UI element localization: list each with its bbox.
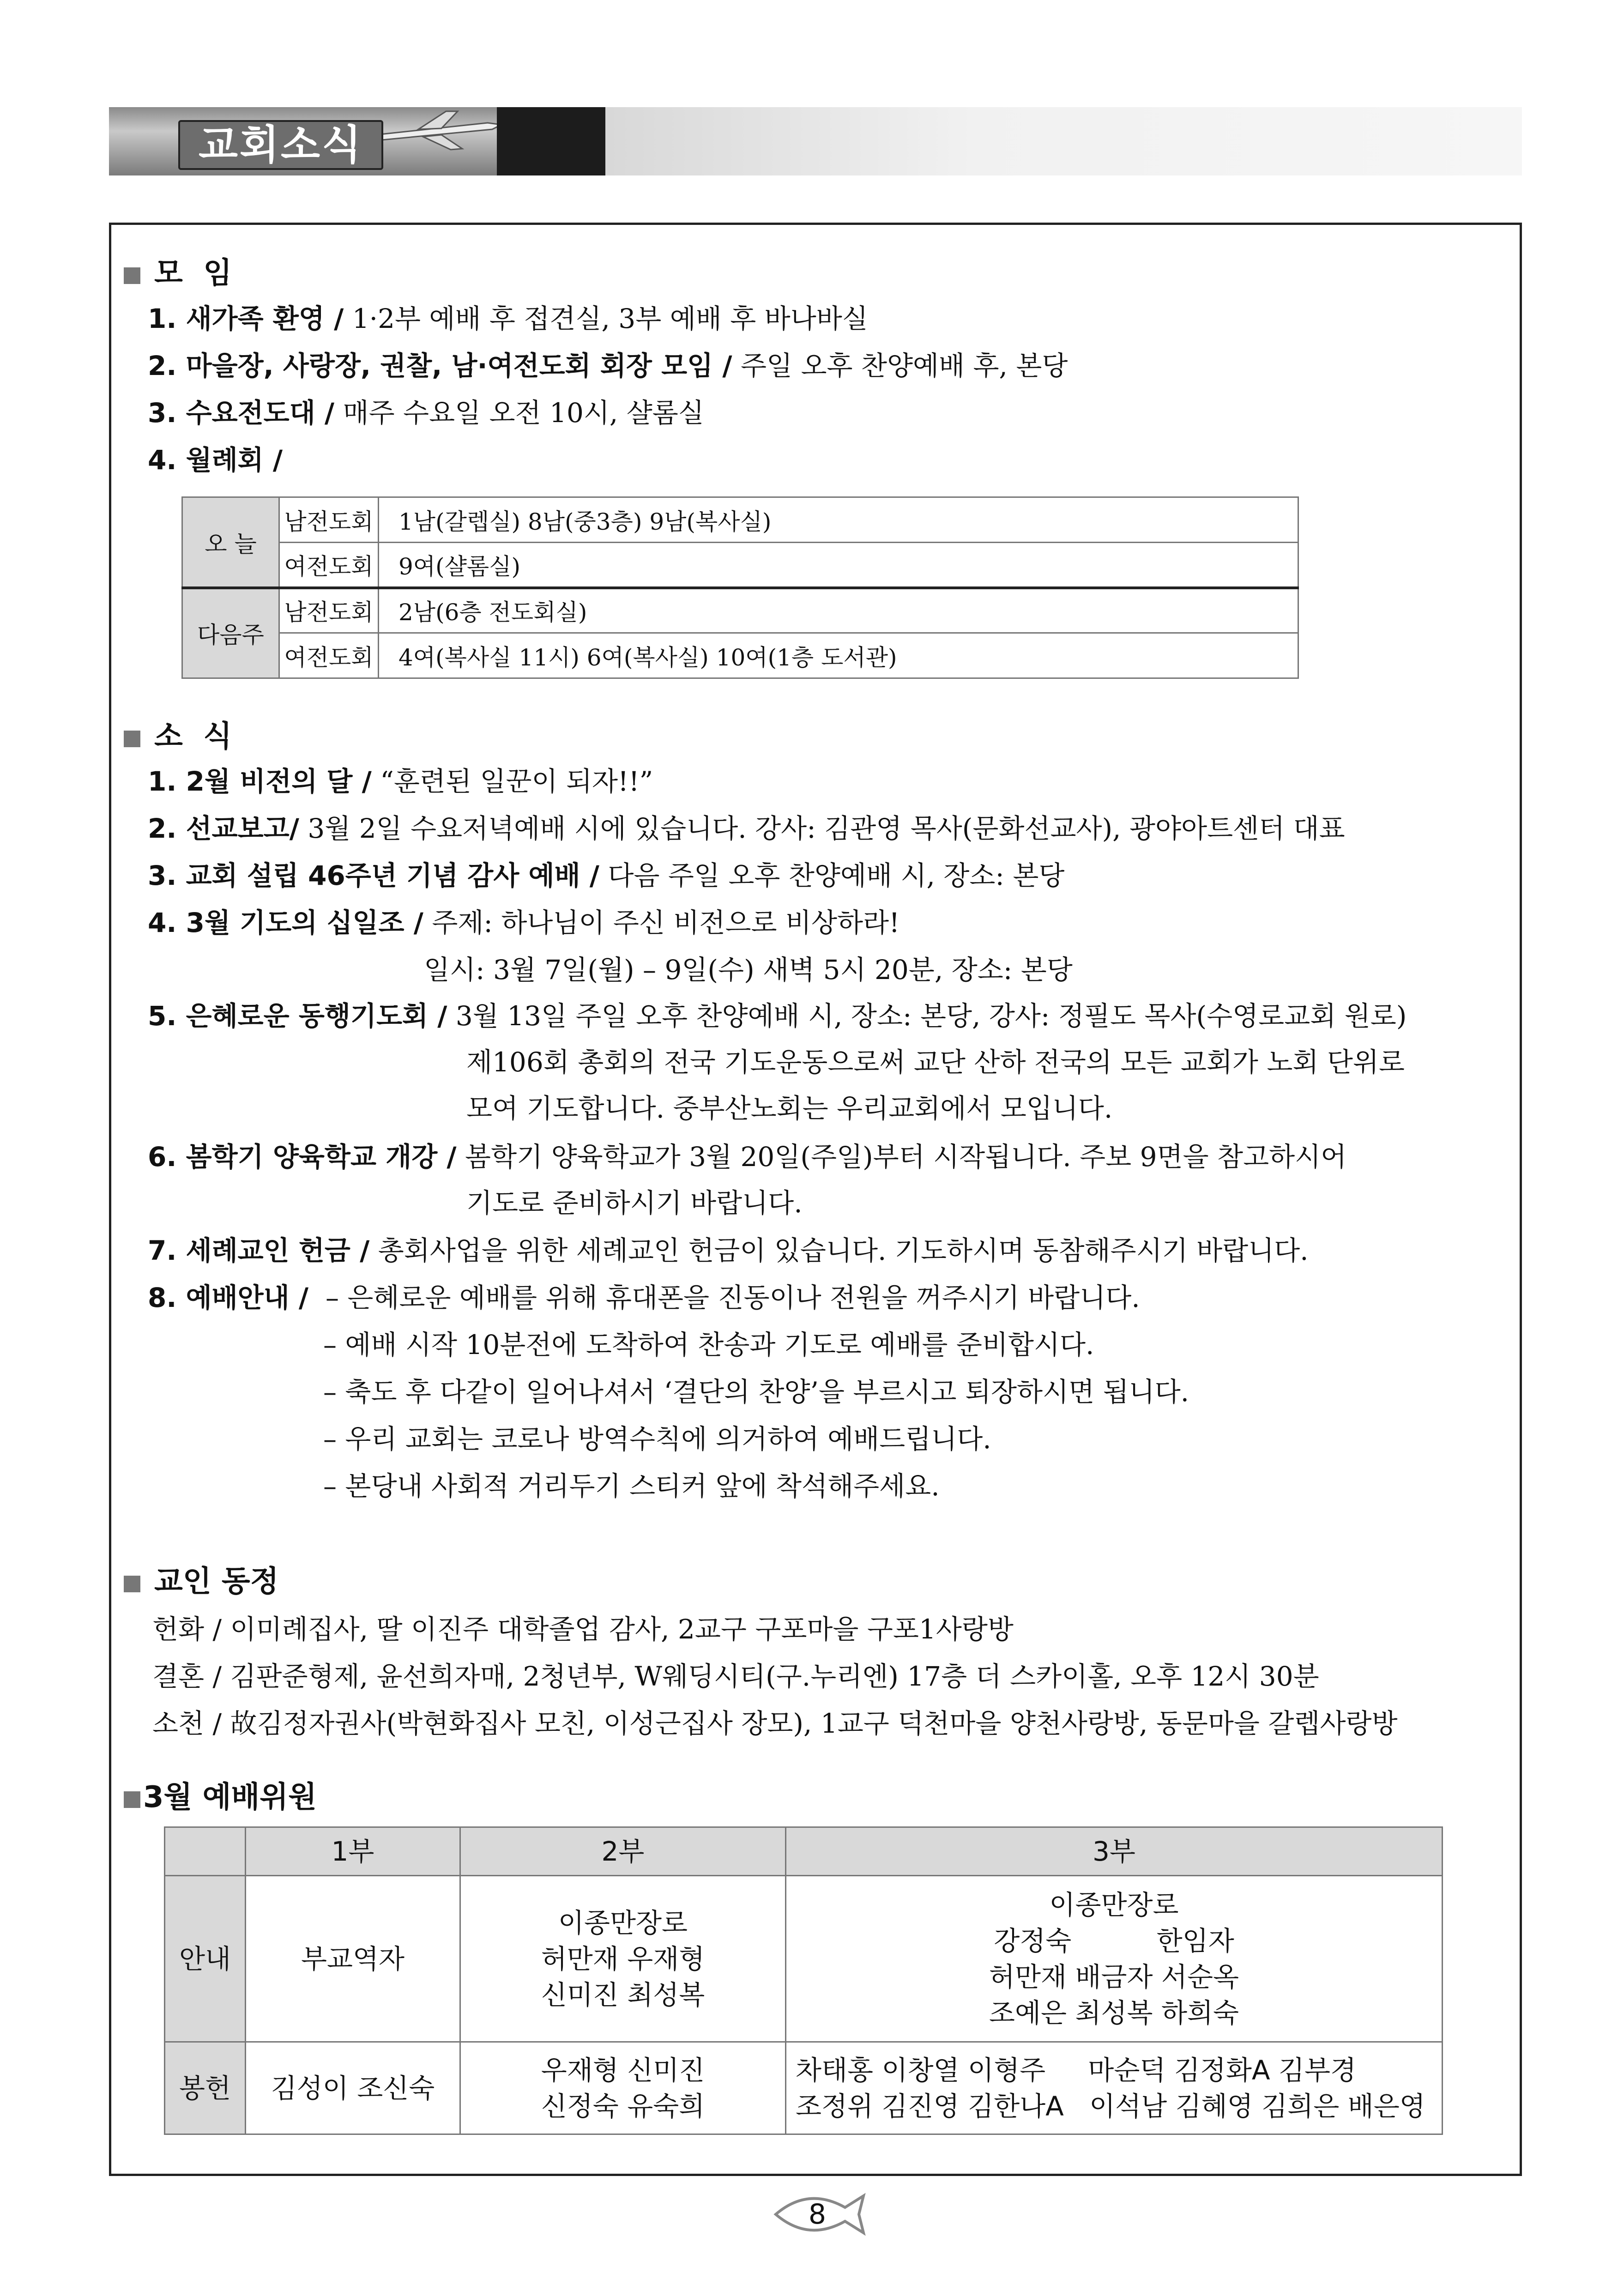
table-row [182,633,1298,678]
meeting-item: 4. 월례회 / [148,444,283,476]
table-header-cell: 2부 [460,1827,786,1876]
news-item: 1. 2월 비전의 달 / “훈련된 일꾼이 되자!!” [148,766,653,797]
meeting-section-title: 모 임 [124,255,232,292]
table-header-cell: 1부 [246,1827,460,1876]
table-cell: 이종만장로 강정숙 한임자 허만재 배금자 서순옥 조예은 최성복 하희숙 [786,1876,1443,2042]
header-background [605,107,1522,175]
news-item-continuation: 모여 기도합니다. 중부산노회는 우리교회에서 모입니다. [466,1093,1113,1124]
table-header-cell [165,1827,246,1876]
table-row [165,2042,1443,2134]
members-section-title: 교인 동정 [124,1563,279,1600]
members-line: 소천 / 故김정자권사(박현화집사 모친, 이성근집사 장모), 1교구 덕천마을 양천사랑방, 동문마을 갈렙사랑방 [152,1708,1398,1739]
news-item: 4. 3월 기도의 십일조 / 주제: 하나님이 주신 비전으로 비상하라! [148,907,900,938]
news-item: 8. 예배안내 / – 은혜로운 예배를 위해 휴대폰을 진동이나 전원을 꺼주시기 바랍니다. [148,1282,1140,1313]
header-title: 교회소식 [178,120,383,170]
table-row [182,588,1298,633]
bullet-square-icon [124,731,140,747]
table-cell: 이종만장로 허만재 우재형 신미진 최성복 [460,1876,786,2042]
bullet-square-icon [124,1576,140,1592]
news-item-continuation: 제106회 총회의 전국 기도운동으로써 교단 산하 전국의 모든 교회가 노회 단위로 [466,1046,1405,1078]
news-item-continuation: 기도로 준비하시기 바랍니다. [466,1187,803,1219]
monthly-meeting-table [181,496,1299,679]
header-banner [109,107,497,175]
news-item: 2. 선교보고/ 3월 2일 수요저녁예배 시에 있습니다. 강사: 김관영 목사(문화선교사), 광야아트센터 대표 [148,813,1345,844]
table-cell: 우재형 신미진 신정숙 유숙희 [460,2042,786,2134]
table-row-header: 다음주 [182,588,279,678]
section-header [109,107,1522,175]
news-item: 3. 교회 설립 46주년 기념 감사 예배 / 다음 주일 오후 찬양예배 시, 장소: 본당 [148,860,1065,891]
news-item: 7. 세례교인 헌금 / 총회사업을 위한 세례교인 헌금이 있습니다. 기도하시며 동참해주시기 바랍니다. [148,1235,1309,1266]
bullet-square-icon [124,1791,140,1808]
table-cell: 여전도회 [279,633,379,678]
table-cell: 4여(복사실 11시) 6여(복사실) 10여(1층 도서관) [379,633,1298,678]
news-item-continuation: – 우리 교회는 코로나 방역수칙에 의거하여 예배드립니다. [323,1423,991,1455]
table-header-cell: 3부 [786,1827,1443,1876]
news-item: 6. 봄학기 양육학교 개강 / 봄학기 양육학교가 3월 20일(주일)부터 시작됩니다. 주보 9면을 참고하시어 [148,1141,1347,1173]
table-row [182,497,1298,543]
table-header-row [165,1827,1443,1876]
bullet-square-icon [124,267,140,284]
table-cell: 남전도회 [279,497,379,543]
meeting-item: 3. 수요전도대 / 매주 수요일 오전 10시, 샬롬실 [148,397,704,429]
news-item-continuation: – 본당내 사회적 거리두기 스티커 앞에 착석해주세요. [323,1470,940,1502]
news-section-title: 소 식 [124,718,232,755]
table-cell: 김성이 조신숙 [246,2042,460,2134]
members-line: 헌화 / 이미례집사, 딸 이진주 대학졸업 감사, 2교구 구포마을 구포1사랑방 [152,1614,1014,1645]
table-row-header: 안내 [165,1876,246,2042]
table-row-header: 오 늘 [182,497,279,588]
table-row [182,543,1298,588]
news-item-continuation: – 예배 시작 10분전에 도착하여 찬송과 기도로 예배를 준비합시다. [323,1329,1094,1360]
news-item-continuation: 일시: 3월 7일(월) – 9일(수) 새벽 5시 20분, 장소: 본당 [424,954,1073,985]
table-cell: 1남(갈렙실) 8남(중3층) 9남(복사실) [379,497,1298,543]
table-row [165,1876,1443,2042]
table-cell: 2남(6층 전도회실) [379,588,1298,633]
worship-duty-table [164,1826,1443,2135]
news-item-continuation: – 축도 후 다같이 일어나셔서 ‘결단의 찬양’을 부르시고 퇴장하시면 됩니다. [323,1376,1189,1408]
table-row-header: 봉헌 [165,2042,246,2134]
members-line: 결혼 / 김판준형제, 윤선희자매, 2청년부, W웨딩시티(구.누리엔) 17층 더 스카이홀, 오후 12시 30분 [152,1661,1319,1692]
page-number: 8 [785,2189,850,2240]
table-cell: 9여(샬롬실) [379,543,1298,588]
header-divider-bar [497,107,605,175]
duty-section-title: 3월 예배위원 [124,1779,317,1816]
meeting-item: 2. 마을장, 사랑장, 권찰, 남·여전도회 회장 모임 / 주일 오후 찬양예배 후, 본당 [148,350,1068,381]
table-cell: 남전도회 [279,588,379,633]
news-item: 5. 은혜로운 동행기도회 / 3월 13일 주일 오후 찬양예배 시, 장소: 본당, 강사: 정필도 목사(수영로교회 원로) [148,1000,1407,1032]
table-cell: 부교역자 [246,1876,460,2042]
table-cell: 차태홍 이창열 이형주 마순덕 김정화A 김부경 조정위 김진영 김한나A 이석남 김혜영 김희은 배은영 [786,2042,1443,2134]
meeting-item: 1. 새가족 환영 / 1·2부 예배 후 접견실, 3부 예배 후 바나바실 [148,303,868,334]
table-cell: 여전도회 [279,543,379,588]
